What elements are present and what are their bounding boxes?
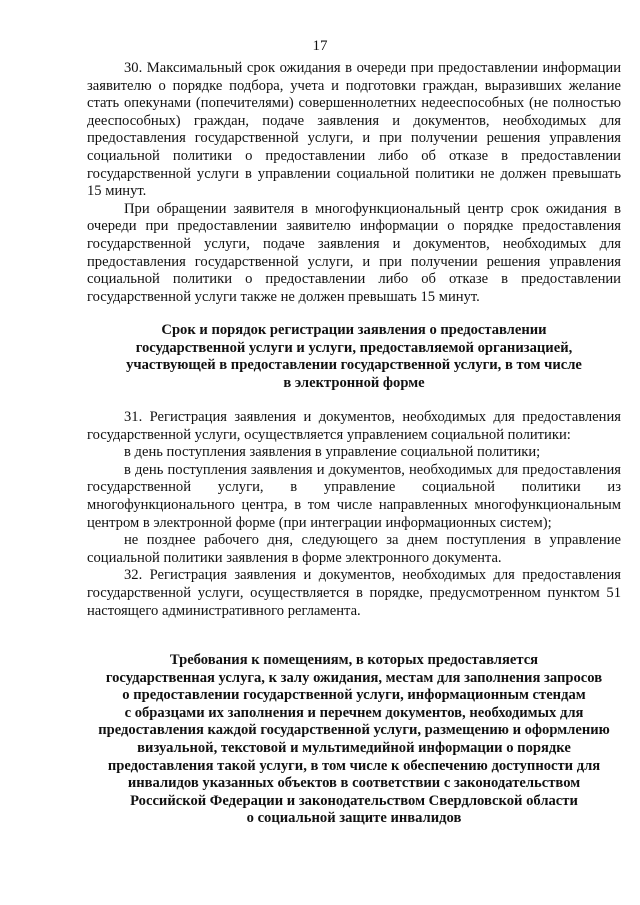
paragraph-32: 32. Регистрация заявления и документов, необходимых для предоставления государственной услуги, осуществляется в порядке, предусмотренном пунктом 51 настоящего административного регламента. <box>87 567 621 619</box>
heading-line: инвалидов указанных объектов в соответствии с законодательством <box>127 775 581 792</box>
heading-line: Срок и порядок регистрации заявления о предоставлении <box>161 322 547 338</box>
heading-line: участвующей в предоставлении государственной услуги, в том числе <box>126 357 582 374</box>
heading-line: о предоставлении государственной услуги, информационным стендам <box>122 687 586 704</box>
heading-registration <box>87 322 621 392</box>
heading-line: о социальной защите инвалидов <box>246 810 462 827</box>
section-30 <box>87 60 621 306</box>
heading-line: в электронной форме <box>283 374 425 391</box>
paragraph-31-item-1: в день поступления заявления в управление социальной политики; <box>124 444 541 461</box>
heading-premises-requirements <box>87 652 621 828</box>
paragraph-31-item-2: в день поступления заявления и документов, необходимых для предоставления государственной услуги, в управление социальной политики из многофункционального центра, в том числе направленных многофункциональным центром в электронной форме (при интеграции информационных систем); <box>87 461 621 531</box>
heading-line: предоставления каждой государственной услуги, размещению и оформлению <box>98 722 610 739</box>
paragraph-31-intro: 31. Регистрация заявления и документов, необходимых для предоставления государственной услуги, осуществляется управлением социальной политики: <box>87 409 621 443</box>
paragraph-30-waiting-time: 30. Максимальный срок ожидания в очереди при предоставлении информации заявителю о порядке подбора, учета и подготовки граждан, выразивших желание стать опекунами (попечителями) совершеннолетних недееспособных (не полностью дееспособных) граждан, подаче заявления и документов, необходимых для предоставления государственной услуги, и при получении решения управления социальной политики о предоставлении либо об отказе в предоставлении государственной услуги в управлении социальной политики не должен превышать 15 минут. <box>87 60 621 200</box>
paragraph-31-item-3: не позднее рабочего дня, следующего за днем поступления в управление социальной политики заявления в форме электронного документа. <box>87 532 621 566</box>
heading-line: визуальной, текстовой и мультимедийной информации о порядке <box>137 739 571 756</box>
heading-line: предоставления такой услуги, в том числе к обеспечению доступности для <box>107 757 601 774</box>
section-31 <box>87 409 621 620</box>
heading-line: с образцами их заполнения и перечнем документов, необходимых для <box>124 704 584 721</box>
heading-line: государственная услуга, к залу ожидания, местам для заполнения запросов <box>105 669 603 686</box>
heading-line: Российской Федерации и законодательством Свердловской области <box>130 792 578 809</box>
heading-line: Требования к помещениям, в которых предоставляется <box>169 652 539 668</box>
paragraph-30-mfc-waiting-time: При обращении заявителя в многофункциональный центр срок ожидания в очереди при предоставлении заявителю информации о порядке предоставления государственной услуги, подаче заявления и документов, необходимых для предоставления государственной услуги, и при получении решения управления социальной политики о предоставлении либо об отказе в предоставлении государственной услуги также не должен превышать 15 минут. <box>87 200 621 305</box>
heading-line: государственной услуги и услуги, предоставляемой организацией, <box>135 339 573 356</box>
page-number: 17 <box>312 38 328 54</box>
